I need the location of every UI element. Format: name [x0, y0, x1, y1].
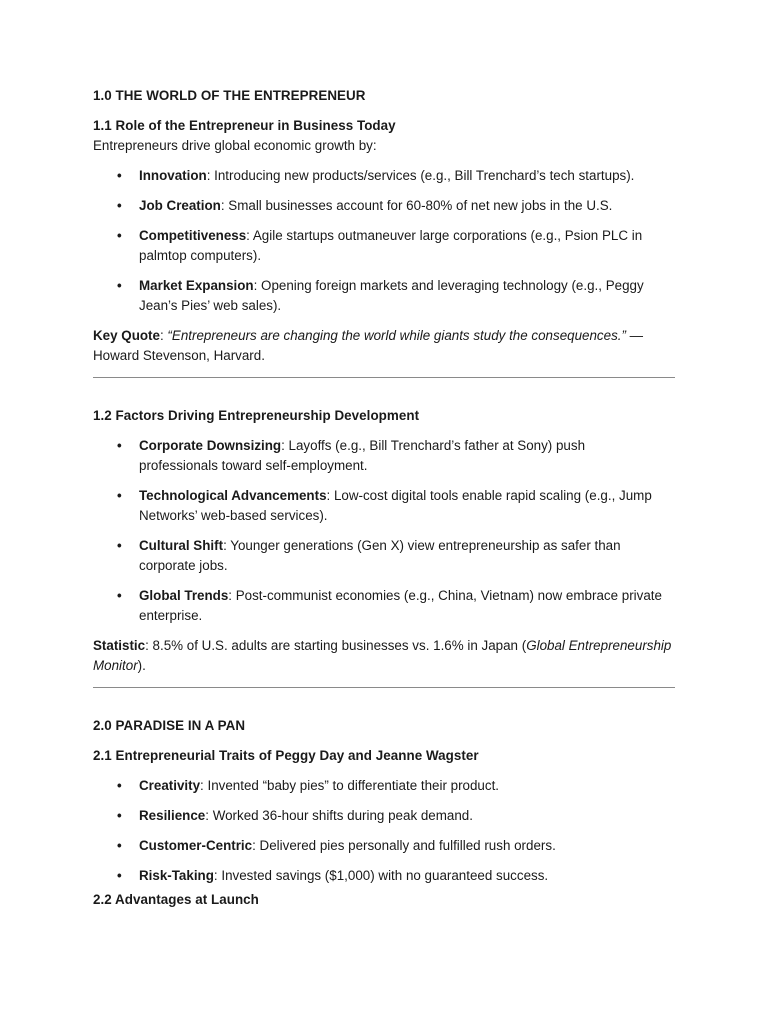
list-item-text: : Younger generations (Gen X) view entrepreneurship as safer than corporate jobs.	[139, 538, 621, 573]
key-quote-label: Key Quote	[93, 328, 160, 343]
list-item	[117, 806, 675, 826]
list-item	[117, 166, 675, 186]
bullet-icon: •	[117, 278, 122, 293]
list-item-text: : Agile startups outmaneuver large corporations (e.g., Psion PLC in palmtop computers).	[139, 228, 643, 263]
statistic-end: ).	[137, 658, 146, 673]
subsection-heading-1-2: 1.2 Factors Driving Entrepreneurship Development	[93, 408, 420, 423]
bullet-icon: •	[117, 438, 122, 453]
divider	[93, 377, 675, 378]
bullet-icon: •	[117, 808, 122, 823]
list-item-text: : Worked 36-hour shifts during peak demand.	[205, 808, 473, 823]
statistic-text: : 8.5% of U.S. adults are starting businesses vs. 1.6% in Japan (	[145, 638, 527, 653]
list-item-term: Corporate Downsizing	[139, 438, 282, 453]
subsection-heading-2-1: 2.1 Entrepreneurial Traits of Peggy Day and Jeanne Wagster	[93, 748, 479, 763]
list-item-term: Innovation	[139, 168, 207, 183]
statistic	[93, 636, 675, 676]
factors-list	[93, 436, 675, 626]
key-quote-separator: :	[159, 328, 168, 343]
list-item	[117, 436, 675, 476]
list-item	[117, 196, 675, 216]
divider	[93, 687, 675, 688]
list-item-term: Competitiveness	[139, 228, 247, 243]
list-item-term: Cultural Shift	[139, 538, 224, 553]
list-item	[117, 836, 675, 856]
list-item-text: : Low-cost digital tools enable rapid scaling (e.g., Jump Networks’ web-based services).	[139, 488, 652, 523]
list-item-term: Customer-Centric	[139, 838, 253, 853]
list-item	[117, 536, 675, 576]
list-item-term: Market Expansion	[139, 278, 254, 293]
list-item-text: : Opening foreign markets and leveraging technology (e.g., Peggy Jean’s Pies’ web sales).	[139, 278, 644, 313]
list-item	[117, 226, 675, 266]
list-item-term: Technological Advancements	[139, 488, 327, 503]
intro-text: Entrepreneurs drive global economic growth by:	[93, 138, 377, 153]
key-quote-attribution: — Howard Stevenson, Harvard.	[93, 328, 644, 363]
list-item-term: Global Trends	[139, 588, 229, 603]
statistic-label: Statistic	[93, 638, 146, 653]
bullet-icon: •	[117, 838, 122, 853]
list-item-term: Creativity	[139, 778, 201, 793]
key-quote	[93, 326, 675, 366]
section-heading-1: 1.0 THE WORLD OF THE ENTREPRENEUR	[93, 88, 366, 103]
traits-list	[93, 776, 675, 886]
list-item-text: : Delivered pies personally and fulfilled rush orders.	[252, 838, 556, 853]
list-item	[117, 276, 675, 316]
list-item-term: Resilience	[139, 808, 206, 823]
list-item	[117, 586, 675, 626]
bullet-icon: •	[117, 168, 122, 183]
list-item-text: : Post-communist economies (e.g., China, Vietnam) now embrace private enterprise.	[139, 588, 662, 623]
role-list	[93, 166, 675, 316]
bullet-icon: •	[117, 868, 122, 883]
list-item-text: : Introducing new products/services (e.g., Bill Trenchard’s tech startups).	[206, 168, 635, 183]
bullet-icon: •	[117, 778, 122, 793]
subsection-heading-1-1: 1.1 Role of the Entrepreneur in Business Today	[93, 118, 396, 133]
bullet-icon: •	[117, 488, 122, 503]
bullet-icon: •	[117, 588, 122, 603]
list-item-text: : Invented “baby pies” to differentiate their product.	[200, 778, 500, 793]
subsection-heading-2-2: 2.2 Advantages at Launch	[93, 892, 259, 907]
list-item-term: Job Creation	[139, 198, 221, 213]
list-item-text: : Small businesses account for 60-80% of net new jobs in the U.S.	[220, 198, 613, 213]
list-item	[117, 866, 675, 886]
list-item-text: : Invested savings ($1,000) with no guaranteed success.	[213, 868, 549, 883]
list-item	[117, 776, 675, 796]
bullet-icon: •	[117, 228, 122, 243]
list-item-text: : Layoffs (e.g., Bill Trenchard’s father at Sony) push professionals toward self-employment.	[139, 438, 586, 473]
key-quote-text: “Entrepreneurs are changing the world while giants study the consequences.”	[167, 328, 626, 343]
section-heading-2: 2.0 PARADISE IN A PAN	[93, 718, 246, 733]
list-item	[117, 486, 675, 526]
list-item-term: Risk-Taking	[139, 868, 214, 883]
bullet-icon: •	[117, 198, 122, 213]
statistic-source: Global Entrepreneurship Monitor	[93, 638, 672, 673]
bullet-icon: •	[117, 538, 122, 553]
